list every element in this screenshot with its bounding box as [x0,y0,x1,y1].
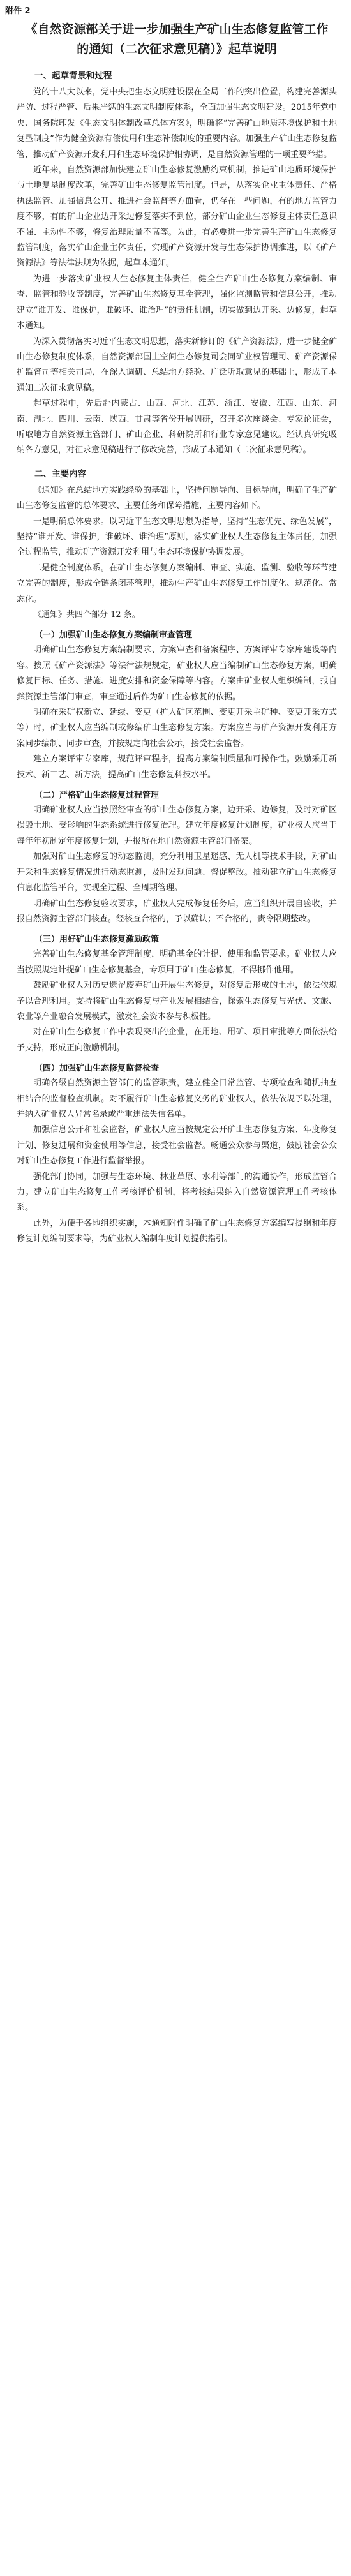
paragraph: 一是明确总体要求。以习近平生态文明思想为指导，坚持“生态优先、绿色发展”，坚持“谁开发、谁保护，谁破坏、谁治理”原则，落实矿业权人生态修复主体责任，加强全过程监管，推动矿产资源开发利用与生态环境保护协调发展。 [17,516,337,558]
paragraph: 《通知》在总结地方实践经验的基础上，坚持问题导向、目标导向，明确了生产矿山生态修复监管的总体要求、主要任务和保障措施，主要内容如下。 [17,485,337,511]
section-heading: 一、起草背景和过程 [34,71,112,81]
subsection-heading: （三）用好矿山生态修复激励政策 [34,935,160,945]
subsection-process-management [17,788,337,927]
paragraph: 加强对矿山生态修复的动态监测，充分利用卫星遥感、无人机等技术手段，对矿山开采和生态修复情况进行动态监测，及时发现问题、督促整改。推动建立矿山生态修复信息化监管平台，实现全过程、全周期管理。 [17,852,337,893]
paragraph: 鼓励矿业权人对历史遗留废弃矿山开展生态修复，对修复后形成的土地，依法依规予以合理利用。支持将矿山生态修复与产业发展相结合，探索生态修复与光伏、文旅、农业等产业融合发展模式，激发社会资本参与积极性。 [17,981,337,1022]
subsection-plan-review [17,628,337,783]
paragraph: 加强信息公开和社会监督，矿业权人应当按规定公开矿山生态修复方案、年度修复计划、修复进展和资金使用等信息，接受社会监督。畅通公众参与渠道，鼓励社会公众对矿山生态修复工作进行监督举报。 [17,1125,337,1166]
subsection-supervision [17,1061,337,1247]
subsection-incentive-policy [17,932,337,1056]
paragraph: 对在矿山生态修复工作中表现突出的企业，在用地、用矿、项目审批等方面依法给予支持，形成正向激励机制。 [17,1027,337,1053]
paragraph: 明确矿山生态修复验收要求，矿业权人完成修复任务后，应当组织开展自验收，并报自然资源主管部门核查。经核查合格的，予以确认；不合格的，责令限期整改。 [17,898,337,924]
document-title: 《自然资源部关于进一步加强生产矿山生态修复监管工作的通知（二次征求意见稿）》起草说明 [25,22,329,56]
section-main-content [17,466,337,1247]
paragraph: 强化部门协同，加强与生态环境、林业草原、水利等部门的沟通协作，形成监管合力。建立矿山生态修复工作考核评价机制，将考核结果纳入自然资源管理工作考核体系。 [17,1172,337,1213]
paragraph: 二是健全制度体系。在矿山生态修复方案编制、审查、实施、监测、验收等环节建立完善的制度，形成全链条闭环管理，推动生产矿山生态修复工作制度化、规范化、常态化。 [17,563,337,604]
paragraph: 为进一步落实矿业权人生态修复主体责任，健全生产矿山生态修复方案编制、审查、监管和验收等制度，完善矿山生态修复基金管理，强化监测监管和信息公开，推动建立“谁开发、谁保护，谁破坏、谁治理”的责任机制，切实做到边开采、边修复，起草本通知。 [17,274,337,331]
paragraph: 明确矿业权人应当按照经审查的矿山生态修复方案，边开采、边修复，及时对矿区损毁土地、受影响的生态系统进行修复治理。建立年度修复计划制度，矿业权人应当于每年年初制定年度修复计划，并报所在地自然资源主管部门备案。 [17,805,337,846]
paragraph: 完善矿山生态修复基金管理制度，明确基金的计提、使用和监管要求。矿业权人应当按照规定计提矿山生态修复基金，专项用于矿山生态修复，不得挪作他用。 [17,949,337,975]
paragraph: 起草过程中，先后赴内蒙古、山西、河北、江苏、浙江、安徽、江西、山东、河南、湖北、四川、云南、陕西、甘肃等省份开展调研，召开多次座谈会、专家论证会，听取地方自然资源主管部门、矿山企业、科研院所和行业专家意见建议。经认真研究吸纳各方意见，对征求意见稿进行了修改完善，形成了本通知（二次征求意见稿）。 [17,399,337,456]
document-page [0,0,351,1256]
paragraph: 明确矿山生态修复方案编制要求、方案审查和备案程序、方案评审专家库建设等内容。按照《矿产资源法》等法律法规规定，矿业权人应当编制矿山生态修复方案，明确修复目标、任务、措施、进度安排和资金保障等内容。方案由矿业权人组织编制，报自然资源主管部门审查，审查通过后作为矿山生态修复的依据。 [17,645,337,702]
paragraph: 《通知》共四个部分 12 条。 [33,610,140,620]
paragraph: 此外，为便于各地组织实施，本通知附件明确了矿山生态修复方案编写提纲和年度修复计划编制要求等，为矿业权人编制年度计划提供指引。 [17,1218,337,1244]
section-heading: 二、主要内容 [34,468,86,479]
subsection-heading: （四）加强矿山生态修复监督检查 [34,1064,160,1074]
subsection-heading: （二）严格矿山生态修复过程管理 [34,791,160,801]
paragraph: 近年来，自然资源部加快建立矿山生态修复激励约束机制，推进矿山地质环境保护与土地复垦制度改革，完善矿山生态修复监管制度。但是，从落实企业主体责任、严格执法监管、加强信息公开、推进社会监督等方面看，仍存在一些问题，有的地方监管力度不够，有的矿山企业边开采边修复落实不到位，部分矿山企业生态修复主体责任意识不强、主动性不够，修复治理质量不高等。为此，有必要进一步完善生产矿山生态修复监管制度，落实矿山企业主体责任，实现矿产资源开发与生态保护协调推进，以《矿产资源法》等法律法规为依据，起草本通知。 [17,165,337,269]
section-background [17,68,337,459]
paragraph: 为深入贯彻落实习近平生态文明思想，落实新修订的《矿产资源法》，进一步健全矿山生态修复制度体系，自然资源部国土空间生态修复司会同矿业权管理司、矿产资源保护监督司等相关司局，在深入调研、总结地方经验、广泛听取意见的基础上，形成了本通知二次征求意见稿。 [17,336,337,393]
paragraph: 党的十八大以来，党中央把生态文明建设摆在全局工作的突出位置，构建完善源头严防、过程严管、后果严惩的生态文明制度体系，全面加强生态文明建设。2015年党中央、国务院印发《生态文明体制改革总体方案》，明确将“完善矿山地质环境保护和土地复垦制度”作为健全资源有偿使用和生态补偿制度的重要内容。加强生产矿山生态修复监管，推动矿产资源开发利用和生态环境保护相协调，是自然资源管理的一项重要举措。 [17,87,337,160]
paragraph: 建立方案评审专家库，规范评审程序，提高方案编制质量和可操作性。鼓励采用新技术、新工艺、新方法，提高矿山生态修复科技水平。 [17,754,337,780]
annex-label: 附件 2 [5,6,31,16]
paragraph: 明确各级自然资源主管部门的监管职责，建立健全日常监管、专项检查和随机抽查相结合的监督检查机制。对不履行矿山生态修复义务的矿业权人，依法依规予以处理，并纳入矿业权人异常名录或严重违法失信名单。 [17,1078,337,1119]
paragraph: 明确在采矿权新立、延续、变更（扩大矿区范围、变更开采主矿种、变更开采方式等）时，矿业权人应当编制或修编矿山生态修复方案。方案应当与矿产资源开发利用方案同步编制、同步审查，并按规定向社会公示，接受社会监督。 [17,708,337,748]
subsection-heading: （一）加强矿山生态修复方案编制审查管理 [34,630,193,641]
